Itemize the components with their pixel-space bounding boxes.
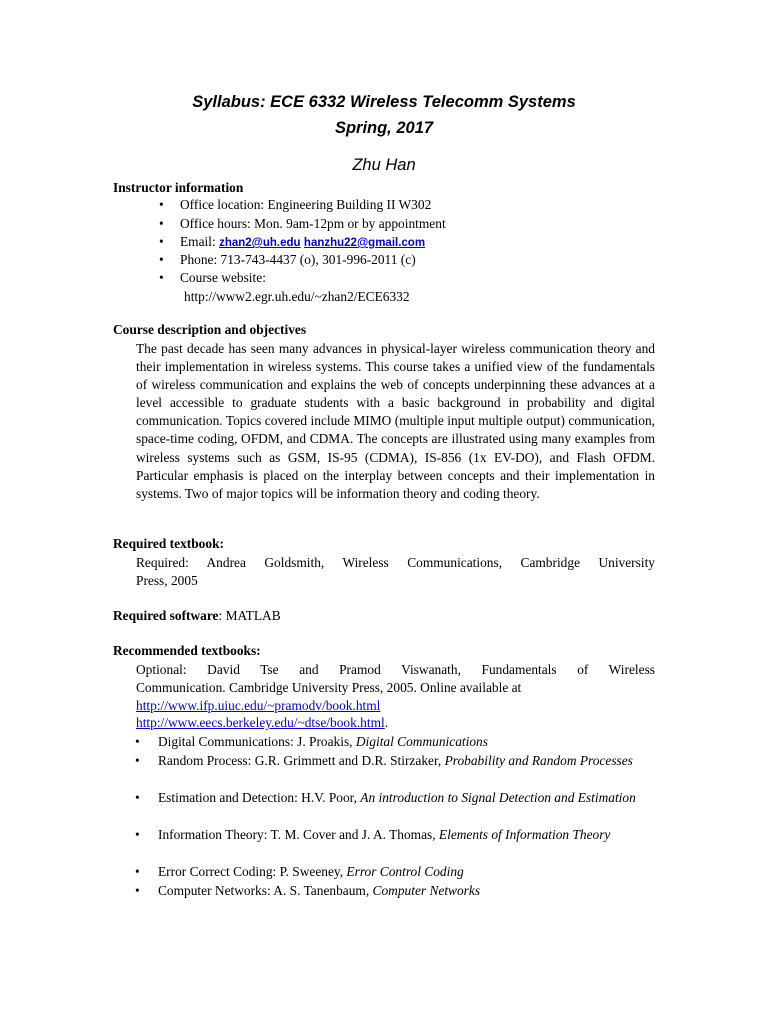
link-2-suffix: . xyxy=(384,715,389,730)
recommended-link-2[interactable]: http://www.eecs.berkeley.edu/~dtse/book.html xyxy=(136,715,385,730)
recommended-line-2: Communication. Cambridge University Press, 2005. Online available at xyxy=(136,680,522,695)
textbook-line-1: Required: Andrea Goldsmith, Wireless Communications, Cambridge University xyxy=(136,555,655,570)
syllabus-title: Syllabus: ECE 6332 Wireless Telecomm Systems xyxy=(192,93,576,111)
email-link-1[interactable]: zhan2@uh.edu xyxy=(219,237,301,249)
list-item-text: Computer Networks: A. S. Tanenbaum, xyxy=(158,883,373,898)
email-label: Email: xyxy=(180,234,220,249)
software-line xyxy=(113,607,281,625)
list-item-text: Digital Communications: J. Proakis, xyxy=(158,734,356,749)
list-item-text: Estimation and Detection: H.V. Poor, xyxy=(158,790,361,805)
list-item-text: Information Theory: T. M. Cover and J. A. Thomas, xyxy=(158,827,439,842)
email-link-2[interactable]: hanzhu22@gmail.com xyxy=(303,237,426,249)
list-item xyxy=(158,733,655,751)
list-item-book-title: Elements of Information Theory xyxy=(438,827,611,842)
list-item-book-title: Computer Networks xyxy=(372,883,481,898)
instructor-info-heading: Instructor information xyxy=(113,180,244,195)
website-label: • Course website: xyxy=(180,269,266,287)
recommended-link-2-row xyxy=(136,714,655,732)
list-item-book-title: Probability and Random Processes xyxy=(444,753,633,768)
description-heading: Course description and objectives xyxy=(113,322,307,337)
website-url[interactable]: http://www2.egr.uh.edu/~zhan2/ECE6332 xyxy=(184,289,410,304)
list-item xyxy=(158,882,655,900)
recommended-link-1[interactable]: http://www.ifp.uiuc.edu/~pramodv/book.html xyxy=(136,698,381,713)
recommended-heading: Recommended textbooks: xyxy=(113,643,261,658)
list-item-book-title: Error Control Coding xyxy=(346,864,464,879)
list-item-text: Error Correct Coding: P. Sweeney, xyxy=(158,864,347,879)
list-item xyxy=(158,752,655,770)
list-item-book-title: Digital Communications xyxy=(355,734,488,749)
textbook-heading: Required textbook: xyxy=(113,536,224,551)
list-item xyxy=(158,863,655,881)
recommended-link-1-row xyxy=(136,697,655,715)
recommended-line-1: Optional: David Tse and Pramod Viswanath, Fundamentals of Wireless xyxy=(136,662,655,677)
instructor-name: Zhu Han xyxy=(352,156,416,174)
list-item xyxy=(158,789,655,807)
term: Spring, 2017 xyxy=(334,119,434,137)
software-heading: Required software xyxy=(113,608,219,623)
textbook-line-2: Press, 2005 xyxy=(136,573,198,588)
description-text: The past decade has seen many advances in physical-layer wireless communication theory and their implementation in wireless systems. This course takes a unified view of the fundamentals of wireless communication and explains the web of concepts underpinning these advances at a level accessible to graduate students with a basic background in probability and digital communication. Topics covered include MIMO (multiple input multiple output) communication, space-time coding, OFDM, and CDMA. The concepts are illustrated using many examples from wireless systems such as GSM, IS-95 (CDMA), IS-856 (1x EV-DO), and Flash OFDM. Particular emphasis is placed on the interplay between concepts and their implementation in systems. Two of major topics will be information theory and coding theory. xyxy=(136,341,655,501)
office-location: • Office location: Engineering Building II W302 xyxy=(180,196,431,214)
list-item xyxy=(158,826,655,844)
software-value: : MATLAB xyxy=(218,608,281,623)
phone: • Phone: 713-743-4437 (o), 301-996-2011 (c) xyxy=(180,251,416,269)
office-hours: • Office hours: Mon. 9am-12pm or by appointment xyxy=(180,215,446,233)
list-item-book-title: An introduction to Signal Detection and Estimation xyxy=(360,790,636,805)
list-item-text: Random Process: G.R. Grimmett and D.R. Stirzaker, xyxy=(158,753,445,768)
email-line xyxy=(180,233,425,252)
